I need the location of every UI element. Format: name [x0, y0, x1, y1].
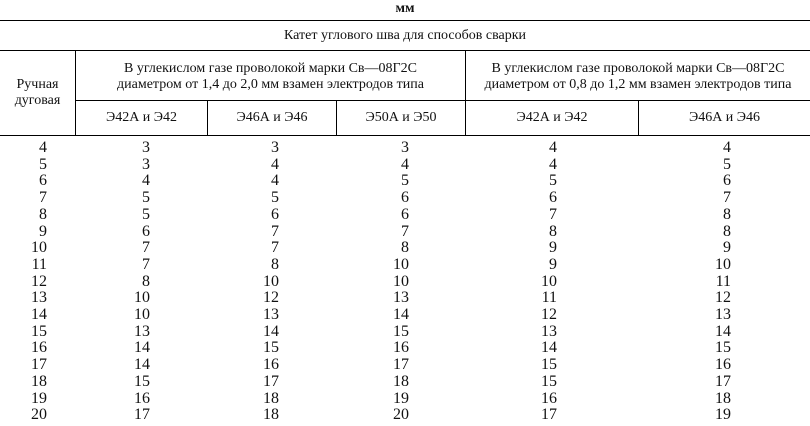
cell-co2-1-4-2-0-e46: 12	[263, 289, 279, 307]
cell-manual-arc: 7	[39, 189, 47, 207]
cell-co2-0-8-1-2-e42: 16	[541, 389, 557, 407]
cell-co2-1-4-2-0-e42: 17	[134, 406, 150, 424]
table-body	[0, 140, 810, 424]
cell-co2-0-8-1-2-e42: 17	[541, 406, 557, 424]
cell-co2-0-8-1-2-e46: 8	[723, 222, 731, 240]
table-caption: Катет углового шва для способов сварки	[284, 27, 526, 43]
group-header-line: В углекислом газе проволокой марки Св—08Г2С	[124, 60, 417, 76]
cell-manual-arc: 5	[39, 155, 47, 173]
cell-co2-1-4-2-0-e46: 14	[263, 322, 279, 340]
cell-manual-arc: 8	[39, 205, 47, 223]
table-row	[0, 257, 810, 274]
cell-co2-0-8-1-2-e42: 9	[549, 255, 557, 273]
cell-manual-arc: 10	[31, 239, 47, 257]
cell-co2-0-8-1-2-e46: 7	[723, 189, 731, 207]
units-label: мм	[395, 1, 415, 16]
group-header-line: В углекислом газе проволокой марки Св—08Г2С	[491, 60, 785, 76]
cell-manual-arc: 11	[31, 255, 47, 273]
cell-co2-1-4-2-0-e50: 7	[401, 222, 409, 240]
cell-co2-1-4-2-0-e42: 16	[134, 389, 150, 407]
cell-manual-arc: 14	[31, 306, 47, 324]
cell-co2-1-4-2-0-e50: 8	[401, 239, 409, 257]
table-rule-caption	[0, 50, 810, 51]
table-row	[0, 207, 810, 224]
cell-manual-arc: 4	[39, 139, 47, 156]
cell-co2-0-8-1-2-e46: 14	[715, 322, 731, 340]
group-header-line: диаметром от 1,4 до 2,0 мм взамен электродов типа	[117, 76, 424, 92]
cell-co2-0-8-1-2-e46: 18	[715, 389, 731, 407]
weld-leg-table	[0, 140, 810, 424]
table-row	[0, 240, 810, 257]
cell-co2-1-4-2-0-e42: 8	[142, 272, 150, 290]
cell-co2-1-4-2-0-e50: 19	[393, 389, 409, 407]
cell-co2-0-8-1-2-e46: 17	[715, 372, 731, 390]
cell-co2-1-4-2-0-e42: 7	[142, 255, 150, 273]
cell-manual-arc: 13	[31, 289, 47, 307]
cell-co2-1-4-2-0-e46: 4	[271, 172, 279, 190]
cell-manual-arc: 20	[31, 406, 47, 424]
table-row	[0, 324, 810, 341]
cell-co2-1-4-2-0-e50: 17	[393, 356, 409, 374]
cell-co2-0-8-1-2-e42: 5	[549, 172, 557, 190]
cell-co2-0-8-1-2-e46: 19	[715, 406, 731, 424]
cell-co2-1-4-2-0-e50: 13	[393, 289, 409, 307]
cell-manual-arc: 16	[31, 339, 47, 357]
table-row	[0, 340, 810, 357]
cell-co2-1-4-2-0-e50: 20	[393, 406, 409, 424]
cell-co2-1-4-2-0-e42: 3	[142, 139, 150, 156]
cell-co2-1-4-2-0-e42: 5	[142, 205, 150, 223]
cell-co2-0-8-1-2-e46: 4	[723, 139, 731, 156]
cell-co2-0-8-1-2-e42: 4	[549, 155, 557, 173]
table-row	[0, 157, 810, 174]
cell-co2-0-8-1-2-e46: 8	[723, 205, 731, 223]
cell-co2-1-4-2-0-e50: 10	[393, 272, 409, 290]
table-rule-header-bottom	[0, 135, 810, 136]
table-row	[0, 290, 810, 307]
cell-co2-1-4-2-0-e46: 3	[271, 139, 279, 156]
cell-co2-1-4-2-0-e42: 14	[134, 339, 150, 357]
cell-manual-arc: 12	[31, 272, 47, 290]
table-row	[0, 374, 810, 391]
table-row	[0, 357, 810, 374]
cell-co2-1-4-2-0-e46: 8	[271, 255, 279, 273]
cell-co2-1-4-2-0-e42: 10	[134, 306, 150, 324]
cell-co2-0-8-1-2-e42: 11	[541, 289, 557, 307]
cell-co2-1-4-2-0-e50: 4	[401, 155, 409, 173]
cell-co2-1-4-2-0-e50: 14	[393, 306, 409, 324]
cell-co2-0-8-1-2-e46: 15	[715, 339, 731, 357]
cell-co2-0-8-1-2-e46: 12	[715, 289, 731, 307]
cell-co2-1-4-2-0-e50: 15	[393, 322, 409, 340]
cell-co2-0-8-1-2-e42: 14	[541, 339, 557, 357]
cell-co2-0-8-1-2-e42: 6	[549, 189, 557, 207]
cell-co2-0-8-1-2-e42: 4	[549, 139, 557, 156]
subheader-e50: Э50А и Э50	[365, 110, 437, 125]
cell-co2-1-4-2-0-e50: 10	[393, 255, 409, 273]
subheader-e42: Э42А и Э42	[105, 110, 178, 125]
cell-co2-0-8-1-2-e46: 6	[723, 172, 731, 190]
cell-co2-1-4-2-0-e46: 4	[271, 155, 279, 173]
subheader-e46: Э46А и Э46	[236, 110, 308, 125]
cell-co2-1-4-2-0-e46: 6	[271, 205, 279, 223]
table-row	[0, 190, 810, 207]
group-header-line: диаметром от 0,8 до 1,2 мм взамен электродов типа	[484, 76, 792, 92]
cell-co2-1-4-2-0-e46: 5	[271, 189, 279, 207]
cell-co2-0-8-1-2-e46: 11	[715, 272, 731, 290]
cell-manual-arc: 6	[39, 172, 47, 190]
table-row	[0, 140, 810, 157]
cell-co2-1-4-2-0-e42: 7	[142, 239, 150, 257]
table-row	[0, 274, 810, 291]
cell-co2-1-4-2-0-e50: 6	[401, 205, 409, 223]
cell-co2-1-4-2-0-e42: 5	[142, 189, 150, 207]
cell-co2-1-4-2-0-e42: 4	[142, 172, 150, 190]
cell-co2-1-4-2-0-e46: 7	[271, 239, 279, 257]
cell-co2-1-4-2-0-e46: 7	[271, 222, 279, 240]
cell-co2-0-8-1-2-e46: 9	[723, 239, 731, 257]
cell-co2-1-4-2-0-e42: 15	[134, 372, 150, 390]
table-row	[0, 173, 810, 190]
cell-co2-1-4-2-0-e50: 3	[401, 139, 409, 156]
cell-co2-0-8-1-2-e42: 8	[549, 222, 557, 240]
cell-co2-0-8-1-2-e42: 15	[541, 356, 557, 374]
table-row	[0, 391, 810, 408]
cell-co2-1-4-2-0-e42: 13	[134, 322, 150, 340]
cell-manual-arc: 9	[39, 222, 47, 240]
group-header-co2-1-4-2-0	[76, 53, 465, 100]
column-header-manual-arc: Ручная дуговая	[14, 77, 61, 108]
cell-co2-1-4-2-0-e46: 16	[263, 356, 279, 374]
cell-co2-0-8-1-2-e42: 10	[541, 272, 557, 290]
subheader-e46: Э46А и Э46	[688, 110, 761, 125]
cell-co2-1-4-2-0-e42: 6	[142, 222, 150, 240]
cell-co2-1-4-2-0-e42: 10	[134, 289, 150, 307]
cell-co2-0-8-1-2-e46: 16	[715, 356, 731, 374]
table-row	[0, 307, 810, 324]
cell-co2-0-8-1-2-e46: 5	[723, 155, 731, 173]
cell-co2-1-4-2-0-e46: 13	[263, 306, 279, 324]
table-row	[0, 224, 810, 241]
cell-co2-0-8-1-2-e46: 13	[715, 306, 731, 324]
cell-co2-1-4-2-0-e46: 10	[263, 272, 279, 290]
cell-co2-1-4-2-0-e50: 16	[393, 339, 409, 357]
cell-co2-1-4-2-0-e50: 6	[401, 189, 409, 207]
cell-manual-arc: 19	[31, 389, 47, 407]
subheader-e42: Э42А и Э42	[516, 110, 588, 125]
cell-co2-0-8-1-2-e42: 13	[541, 322, 557, 340]
cell-co2-0-8-1-2-e42: 12	[541, 306, 557, 324]
cell-co2-1-4-2-0-e46: 15	[263, 339, 279, 357]
cell-co2-0-8-1-2-e46: 10	[715, 255, 731, 273]
group-header-co2-0-8-1-2	[466, 53, 810, 100]
cell-co2-1-4-2-0-e42: 3	[142, 155, 150, 173]
cell-co2-0-8-1-2-e42: 15	[541, 372, 557, 390]
cell-co2-0-8-1-2-e42: 7	[549, 205, 557, 223]
cell-co2-1-4-2-0-e46: 18	[263, 389, 279, 407]
cell-co2-1-4-2-0-e50: 5	[401, 172, 409, 190]
cell-co2-0-8-1-2-e42: 9	[549, 239, 557, 257]
cell-manual-arc: 18	[31, 372, 47, 390]
cell-co2-1-4-2-0-e46: 18	[263, 406, 279, 424]
cell-manual-arc: 15	[31, 322, 47, 340]
cell-co2-1-4-2-0-e46: 17	[263, 372, 279, 390]
cell-co2-1-4-2-0-e50: 18	[393, 372, 409, 390]
cell-co2-1-4-2-0-e42: 14	[134, 356, 150, 374]
cell-manual-arc: 17	[31, 356, 47, 374]
table-row	[0, 407, 810, 424]
